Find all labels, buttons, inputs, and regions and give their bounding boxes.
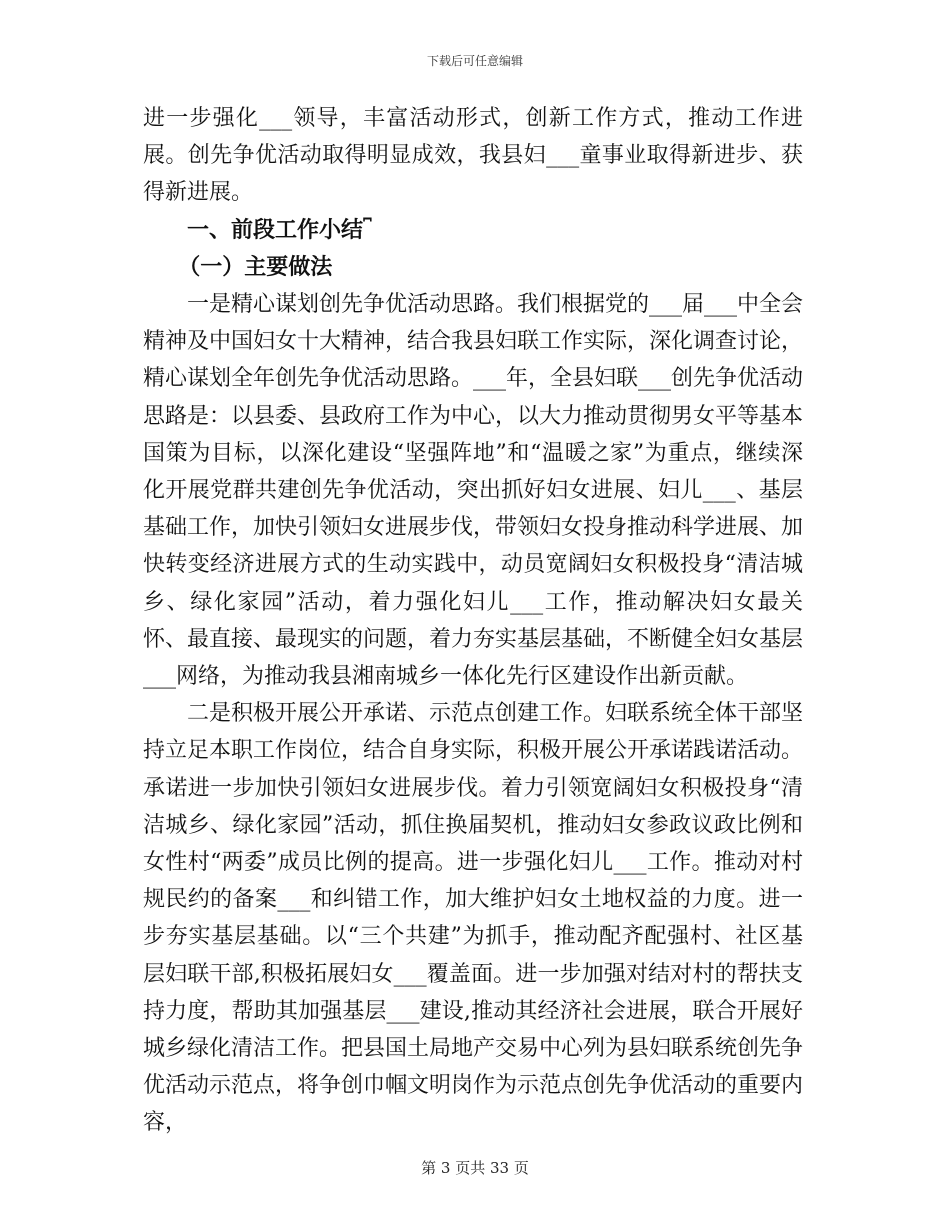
document-body xyxy=(143,100,803,1142)
section-heading-text: 一、前段工作小结 xyxy=(187,217,364,243)
paragraph-1: 一是精心谋划创先争优活动思路。我们根据党的___届___中全会精神及中国妇女十大精神，结合我县妇联工作实际，深化调查讨论，精心谋划全年创先争优活动思路。___年，全县妇联___创先争优活动思路是：以县委、县政府工作为中心，以大力推动贯彻男女平等基本国策为目标，以深化建设“坚强阵地”和“温暖之家”为重点，继续深化开展党群共建创先争优活动，突出抓好妇女进展、妇儿___、基层基础工作，加快引领妇女进展步伐，带领妇女投身推动科学进展、加快转变经济进展方式的生动实践中，动员宽阔妇女积极投身“清洁城乡、绿化家园”活动，着力强化妇儿___工作，推动解决妇女最关怀、最直接、最现实的问题，着力夯实基层基础，不断健全妇女基层___网络，为推动我县湘南城乡一体化先行区建设作出新贡献。 xyxy=(143,292,804,690)
intro-paragraph: 进一步强化___领导，丰富活动形式，创新工作方式，推动工作进展。创先争优活动取得明显成效，我县妇___童事业取得新进步、获得新进展。 xyxy=(143,106,803,206)
sub-heading: （一）主要做法 xyxy=(178,254,333,280)
page-footer: 第 3 页共 33 页 xyxy=(421,1159,529,1177)
section-heading-mark: ⎴ xyxy=(363,217,372,243)
section-heading xyxy=(143,212,803,249)
paragraph-2: 二是积极开展公开承诺、示范点创建工作。妇联系统全体干部坚持立足本职工作岗位，结合自身实际，积极开展公开承诺践诺活动。承诺进一步加快引领妇女进展步伐。着力引领宽阔妇女积极投身“清洁城乡、绿化家园”活动，抓住换届契机，推动妇女参政议政比例和女性村“两委”成员比例的提高。进一步强化妇儿___工作。推动对村规民约的备案___和纠错工作，加大维护妇女土地权益的力度。进一步夯实基层基础。以“三个共建”为抓手，推动配齐配强村、社区基层妇联干部,积极拓展妇女___覆盖面。进一步加强对结对村的帮扶支持力度，帮助其加强基层___建设,推动其经济社会进展，联合开展好城乡绿化清洁工作。把县国土局地产交易中心列为县妇联系统创先争优活动示范点，将争创巾帼文明岗作为示范点创先争优活动的重要内容， xyxy=(143,701,804,1136)
page-header: 下载后可任意编辑 xyxy=(426,54,523,68)
